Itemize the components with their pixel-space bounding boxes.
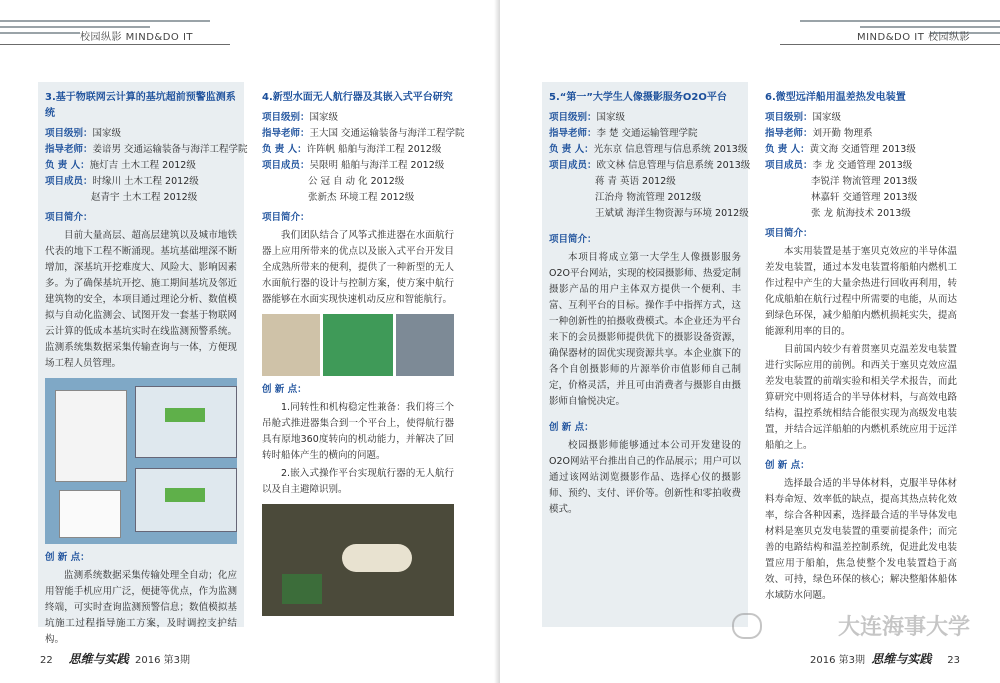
footer-right [810, 650, 960, 667]
value: 刘开勤 物理系 [812, 128, 873, 139]
right-page [500, 0, 1000, 683]
innovation-item: 2.嵌入式操作平台实现航行器的无人航行以及自主避障识别。 [262, 468, 454, 495]
wechat-icon [732, 613, 762, 639]
value: 张新杰 环境工程 2012级 [308, 192, 415, 203]
value: 施灯吉 土木工程 2012级 [89, 160, 196, 171]
value: 时缘川 土木工程 2012级 [92, 176, 199, 187]
section-label: 创 新 点： [765, 460, 810, 471]
issue-number: 2016 第3期 [809, 655, 865, 666]
value: 吴限明 船舶与海洋工程 2012级 [309, 160, 445, 171]
value: 李 楚 交通运输管理学院 [596, 128, 698, 139]
header-rule-left [0, 44, 230, 45]
page-number: 22 [40, 655, 53, 666]
value: 张 龙 航海技术 2013级 [811, 208, 911, 219]
value: 李 龙 交通管理 2013级 [812, 160, 913, 171]
section-label: 创 新 点： [549, 422, 594, 433]
issue-number: 2016 第3期 [135, 655, 191, 666]
footer-left [40, 650, 190, 667]
label: 项目成员： [45, 176, 93, 187]
header-right-text: MIND&DO IT 校园纵影 [856, 32, 970, 43]
project-title: 4.新型水面无人航行器及其嵌入式平台研究 [262, 92, 453, 103]
value: 蒋 青 英语 2012级 [595, 176, 676, 187]
magazine-name: 思维与实践 [871, 652, 932, 666]
intro-text: 目前大量高层、超高层建筑以及城市地铁代表的地下工程不断涌现。基坑基础埋深不断增加，深基坑开挖难度大、风险大、影响因素多。为了确保基坑开挖、施工期间基坑及邻近建筑物的安全，本项目通过理论分析、数值模拟与自动化监测会、试图开发一套基于物联网云计算的低成本基坑实时在线监测预警系统。监测系统集数据采集传输查询与一体，方便现场工程人员管理。 [45, 230, 237, 369]
innovation-text: 选择最合适的半导体材料，克服半导体材料寿命短、效率低的缺点，提高其热点转化效率，综合各种因素，选择最合适的半导体发电材料是塞贝克发电装置的重要前提条件；而完善的电路结构和温差控制系统，促进此发电装置应用于船舶，焦急使整个发电装置趋于高效、可持，绿色环保的核心；解决整船体船体水域防水问题。 [765, 478, 957, 601]
intro-text: 本项目将成立第一大学生人像摄影服务O2O平台网站，实现的校园摄影师、热爱定制摄影产品的用户主体双方提供一个便利、丰富、互利平台的目标。操作手中指挥方式，这一种创新性的拍摄收费模式。本企业还为平台来下的会员摄影师提供优下的摄影设备资源，确保器材的固优实现资源共享。本企业旗下的各个自创摄影师的片源举价市值影师自己制定，价格灵活，并且可由消费者与摄影自由摄影师自愉悦决定。 [549, 252, 741, 407]
project-title: 3.基于物联网云计算的基坑超前预警监测系统 [45, 92, 236, 119]
section-label: 项目简介： [45, 212, 93, 223]
value: 国家级 [309, 112, 339, 123]
section-label: 项目简介： [549, 234, 597, 245]
value: 国家级 [596, 112, 626, 123]
value: 江治舟 物流管理 2012级 [595, 192, 702, 203]
intro-text: 本实用装置是基于塞贝克效应的半导体温差发电装置，通过本发电装置将船舶内燃机工作过程中产生的大量余热进行回收再利用，转化成船舶在航行过程中所需要的电能，从而达到绿色环保，减少船舶内燃机损耗实失，提高能源利用率的目的。 [765, 246, 957, 337]
section-label: 项目简介： [765, 228, 813, 239]
label: 负 责 人： [765, 144, 810, 155]
label: 负 责 人： [549, 144, 594, 155]
header-rule-right [780, 44, 1000, 45]
label: 项目级别： [549, 112, 597, 123]
value: 王斌斌 海洋生物资源与环境 2012级 [595, 208, 749, 219]
value: 李锐洋 物流管理 2013级 [811, 176, 918, 187]
label: 指导老师： [549, 128, 597, 139]
value: 欧文林 信息管理与信息系统 2013级 [596, 160, 751, 171]
label: 项目成员： [262, 160, 310, 171]
project-column-5 [542, 82, 751, 627]
value: 国家级 [92, 128, 122, 139]
page-number: 23 [947, 655, 960, 666]
label: 项目成员： [765, 160, 813, 171]
value: 赵青宇 土木工程 2012级 [91, 192, 198, 203]
label: 指导老师： [45, 144, 93, 155]
label: 项目成员： [549, 160, 597, 171]
label: 负 责 人： [262, 144, 307, 155]
label: 指导老师： [262, 128, 310, 139]
header-left-text: 校园纵影 MIND&DO IT [80, 32, 194, 43]
value: 姜谙男 交通运输装备与海洋工程学院 [92, 144, 248, 155]
value: 公 冠 自 动 化 2012级 [308, 176, 405, 187]
value: 光东京 信息管理与信息系统 2013级 [593, 144, 748, 155]
label: 项目级别： [262, 112, 310, 123]
label: 指导老师： [765, 128, 813, 139]
section-label: 项目简介： [262, 212, 310, 223]
workshop-photo-image [262, 504, 454, 616]
project-title: 5.“第一”大学生人像摄影服务O2O平台 [549, 92, 727, 103]
section-label: 创 新 点： [262, 384, 307, 395]
value: 林嘉轩 交通管理 2013级 [811, 192, 918, 203]
value: 黄文海 交通管理 2013级 [809, 144, 916, 155]
project-column-3 [38, 82, 248, 645]
label: 负 责 人： [45, 160, 90, 171]
software-screenshot-image [45, 378, 237, 544]
innovation-item: 1.同转性和机构稳定性兼备：我们将三个吊舱式推进器集合到一个平台上，使得航行器具有原地360度转向的机动能力，并解决了回转时船体产生的横向的问题。 [262, 402, 454, 461]
value: 王大国 交通运输装备与海洋工程学院 [309, 128, 465, 139]
label: 项目级别： [765, 112, 813, 123]
watermark: 大连海事大学 [837, 615, 970, 640]
project-column-4 [255, 82, 465, 627]
project-title: 6.微型远洋船用温差热发电装置 [765, 92, 906, 103]
innovation-text: 校园摄影师能够通过本公司开发建设的O2O网站平台推出自己的作品展示；用户可以通过该网站浏览摄影作品、选择心仪的摄影师、预约、支付、评价等。创新性和零拍收费模式。 [549, 440, 741, 515]
project-column-6 [758, 82, 964, 627]
section-label: 创 新 点： [45, 552, 90, 563]
label: 项目级别： [45, 128, 93, 139]
intro-text-2: 目前国内较少有着贯塞贝克温差发电装置进行实际应用的前例。和西关于塞贝克效应温差发电装置的前端实验和相关学术报告，而此算研究中则将适合的半导体材料，与高效电路结构，温控系统相结合能很实现为高级发电装置，并结合远洋船舶的内燃机系统应用于远洋船舶之上。 [765, 344, 957, 451]
value: 国家级 [812, 112, 842, 123]
magazine-name: 思维与实践 [68, 652, 129, 666]
robot-photos-image [262, 314, 454, 376]
intro-text: 我们团队结合了风筝式推进器在水面航行器上应用所带来的优点以及嵌入式平台开发目全成熟所带来的便利，提供了一种新型的无人水面航行器的设计与控制方案，使方案中航行器能够在水面实现快速机动反应和智能航行。 [262, 230, 454, 305]
value: 许阵帆 船舶与海洋工程 2012级 [306, 144, 442, 155]
innovation-text: 监测系统数据采集传输处理全自动；化应用智能手机应用广泛，便捷等优点，作为监测终端，可实时查询监测预警信息；数值模拟基坑施工过程指导施工方案，及时调控支护结构。 [45, 570, 237, 645]
